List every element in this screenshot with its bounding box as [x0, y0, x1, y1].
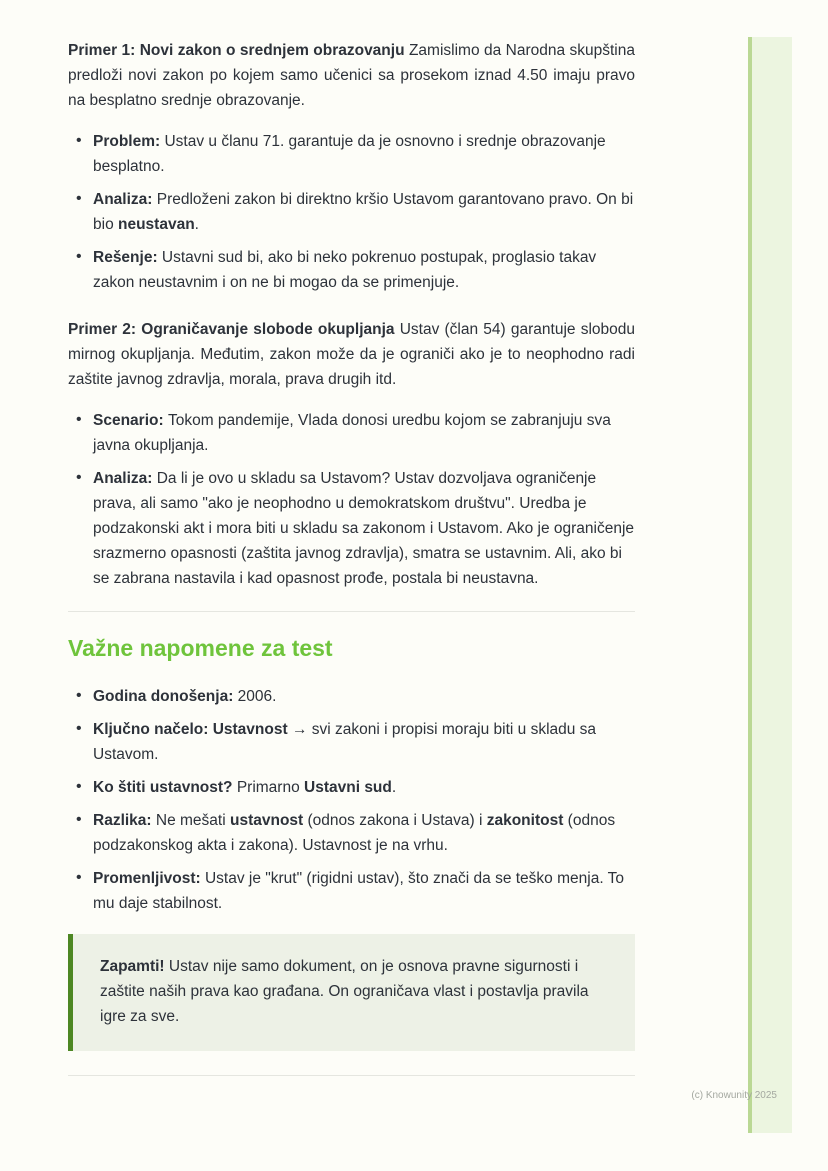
bold-text-segment: Promenljivost:	[93, 870, 205, 887]
list-item	[68, 684, 635, 709]
bold-text-segment: Zapamti!	[100, 958, 169, 975]
list-item	[68, 129, 635, 179]
paragraph-example-2	[68, 317, 635, 392]
section-heading-test-notes: Važne napomene za test	[68, 635, 333, 661]
page-edge-accent-band	[752, 37, 792, 1133]
bold-text-segment: Godina donošenja:	[93, 688, 238, 705]
text-segment: (odnos zakona i Ustava) i	[303, 812, 487, 829]
callout-zapamti	[68, 934, 635, 1051]
text-segment: 2006.	[237, 688, 277, 705]
list-item	[68, 466, 635, 591]
bold-text-segment: zakonitost	[486, 812, 564, 829]
bold-text-segment: Razlika:	[93, 812, 156, 829]
document-content	[68, 38, 635, 1076]
page-edge-accent	[748, 37, 792, 1133]
text-segment: Tokom pandemije, Vlada donosi uredbu kojom se zabranjuju sva javna okupljanja.	[93, 412, 611, 454]
list-item	[68, 808, 635, 858]
text-segment: Da li je ovo u skladu sa Ustavom? Ustav dozvoljava ograničenje prava, ali samo "ako je neophodno u demokratskom društvu". Uredba je podzakonski akt i mora biti u skladu sa zakonom i Ustavom. Ako je ograničenje srazmerno opasnosti (zaštita javnog zdravlja), smatra se ustavnim. Ali, ako bi se zabrana nastavila i kad opasnost prođe, postala bi neustavna.	[93, 470, 635, 587]
text-segment: Ustav je "krut" (rigidni ustav), što znači da se teško menja. To mu daje stabilnost.	[93, 870, 625, 912]
bold-text-segment: Problem:	[93, 133, 165, 150]
list-item	[68, 775, 635, 800]
bullet-list-example-1	[68, 129, 635, 295]
text-segment: Ustavni sud bi, ako bi neko pokrenuo postupak, proglasio takav zakon neustavnim i on ne bi mogao da se primenjuje.	[93, 249, 597, 291]
list-item	[68, 408, 635, 458]
text-segment: Zamislimo da Narodna skupština predloži novi zakon po kojem samo učenici sa prosekom iznad 4.50 imaju pravo na besplatno srednje obrazovanje.	[68, 42, 635, 109]
bold-text-segment: ustavnost	[229, 812, 304, 829]
section-divider	[68, 611, 635, 612]
text-segment: (odnos podzakonskog akta i zakona). Ustavnost je na vrhu.	[93, 812, 616, 854]
bold-text-segment: Primer 2: Ograničavanje slobode okupljanja	[68, 321, 400, 338]
bold-text-segment: Ko štiti ustavnost?	[93, 779, 237, 796]
callout-text	[100, 954, 607, 1029]
bold-text-segment: Scenario:	[93, 412, 168, 429]
bold-text-segment: Ključno načelo: Ustavnost	[93, 721, 292, 738]
bullet-list-example-2	[68, 408, 635, 591]
list-item	[68, 187, 635, 237]
footer-divider	[68, 1075, 635, 1076]
bold-text-segment: Analiza:	[93, 191, 157, 208]
bold-text-segment: Analiza:	[93, 470, 157, 487]
list-item	[68, 717, 635, 767]
text-segment: Ne mešati	[155, 812, 230, 829]
text-segment: Predloženi zakon bi direktno kršio Ustavom garantovano pravo. On bi bio	[93, 191, 634, 233]
paragraph-example-1	[68, 38, 635, 113]
list-item	[68, 245, 635, 295]
text-segment: .	[391, 779, 397, 796]
bullet-list-test-notes	[68, 684, 635, 916]
bold-text-segment: Primer 1: Novi zakon o srednjem obrazovanju	[68, 42, 409, 59]
text-segment: Primarno	[236, 779, 305, 796]
text-segment: → svi zakoni i propisi moraju biti u skladu sa Ustavom.	[93, 721, 597, 763]
text-segment: Ustav (član 54) garantuje slobodu mirnog okupljanja. Međutim, zakon može da je ograniči ako je to neophodno radi zaštite javnog zdravlja, morala, prava drugih itd.	[68, 321, 635, 388]
bold-text-segment: Ustavni sud	[304, 779, 392, 796]
text-segment: .	[194, 216, 199, 233]
footer-credit: (c) Knowunity 2025	[691, 1090, 777, 1101]
bold-text-segment: Rešenje:	[93, 249, 162, 266]
bold-text-segment: neustavan	[118, 216, 195, 233]
list-item	[68, 866, 635, 916]
text-segment: Ustav nije samo dokument, on je osnova pravne sigurnosti i zaštite naših prava kao građana. On ograničava vlast i postavlja pravila igre za sve.	[100, 958, 589, 1025]
text-segment: Ustav u članu 71. garantuje da je osnovno i srednje obrazovanje besplatno.	[93, 133, 606, 175]
